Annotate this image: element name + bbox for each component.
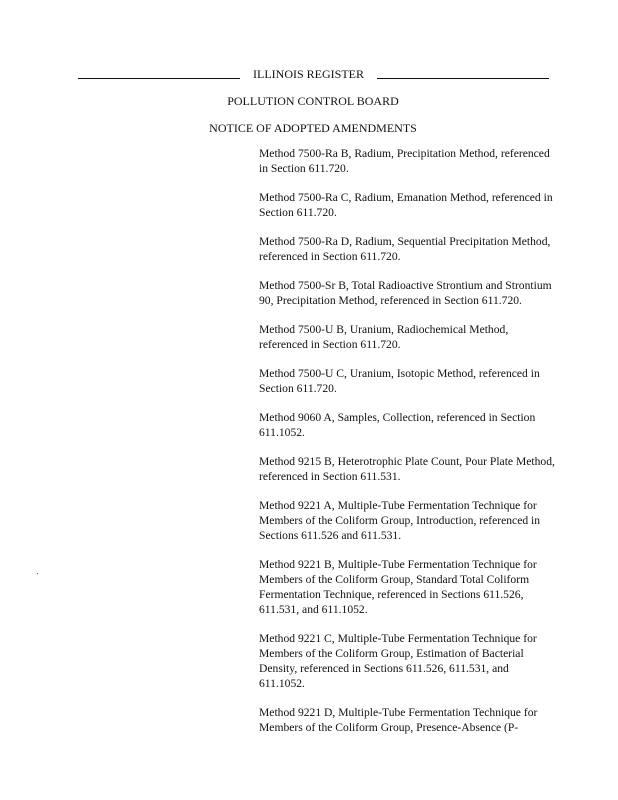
method-entry: Method 9060 A, Samples, Collection, referenced in Section 611.1052. [259, 411, 536, 439]
method-entry: Method 7500-U C, Uranium, Isotopic Method, referenced in Section 611.720. [259, 367, 540, 395]
method-entry: Method 7500-Ra D, Radium, Sequential Precipitation Method, referenced in Section 611.720. [259, 235, 551, 263]
method-entry: Method 7500-Ra C, Radium, Emanation Method, referenced in Section 611.720. [259, 191, 553, 219]
method-entry: Method 7500-Ra B, Radium, Precipitation Method, referenced in Section 611.720. [259, 147, 550, 175]
method-entry: Method 9221 A, Multiple-Tube Fermentation Technique for Members of the Coliform Group, Introduction, referenced in Sections 611.526 and 611.531. [259, 499, 541, 542]
margin-mark [37, 573, 38, 574]
method-entry: Method 7500-Sr B, Total Radioactive Strontium and Strontium 90, Precipitation Method, referenced in Section 611.720. [259, 279, 552, 307]
method-entry: Method 9221 B, Multiple-Tube Fermentation Technique for Members of the Coliform Group, Standard Total Coliform Fermentation Technique, referenced in Sections 611.526, 611.531, and 611.1052. [259, 558, 537, 616]
register-title: ILLINOIS REGISTER [253, 67, 364, 81]
method-list [259, 146, 555, 749]
header-rule-left [78, 78, 240, 79]
agency-title: POLLUTION CONTROL BOARD [227, 94, 399, 108]
method-entry: Method 9221 C, Multiple-Tube Fermentation Technique for Members of the Coliform Group, Estimation of Bacterial Density, referenced in Sections 611.526, 611.531, and 611.1052. [259, 632, 537, 690]
notice-title: NOTICE OF ADOPTED AMENDMENTS [209, 121, 417, 135]
method-entry: Method 9221 D, Multiple-Tube Fermentation Technique for Members of the Coliform Group, Presence-Absence (P- [259, 706, 538, 734]
method-entry: Method 9215 B, Heterotrophic Plate Count, Pour Plate Method, referenced in Section 611.531. [259, 455, 555, 483]
method-entry: Method 7500-U B, Uranium, Radiochemical Method, referenced in Section 611.720. [259, 323, 509, 351]
header-rule-right [377, 78, 549, 79]
